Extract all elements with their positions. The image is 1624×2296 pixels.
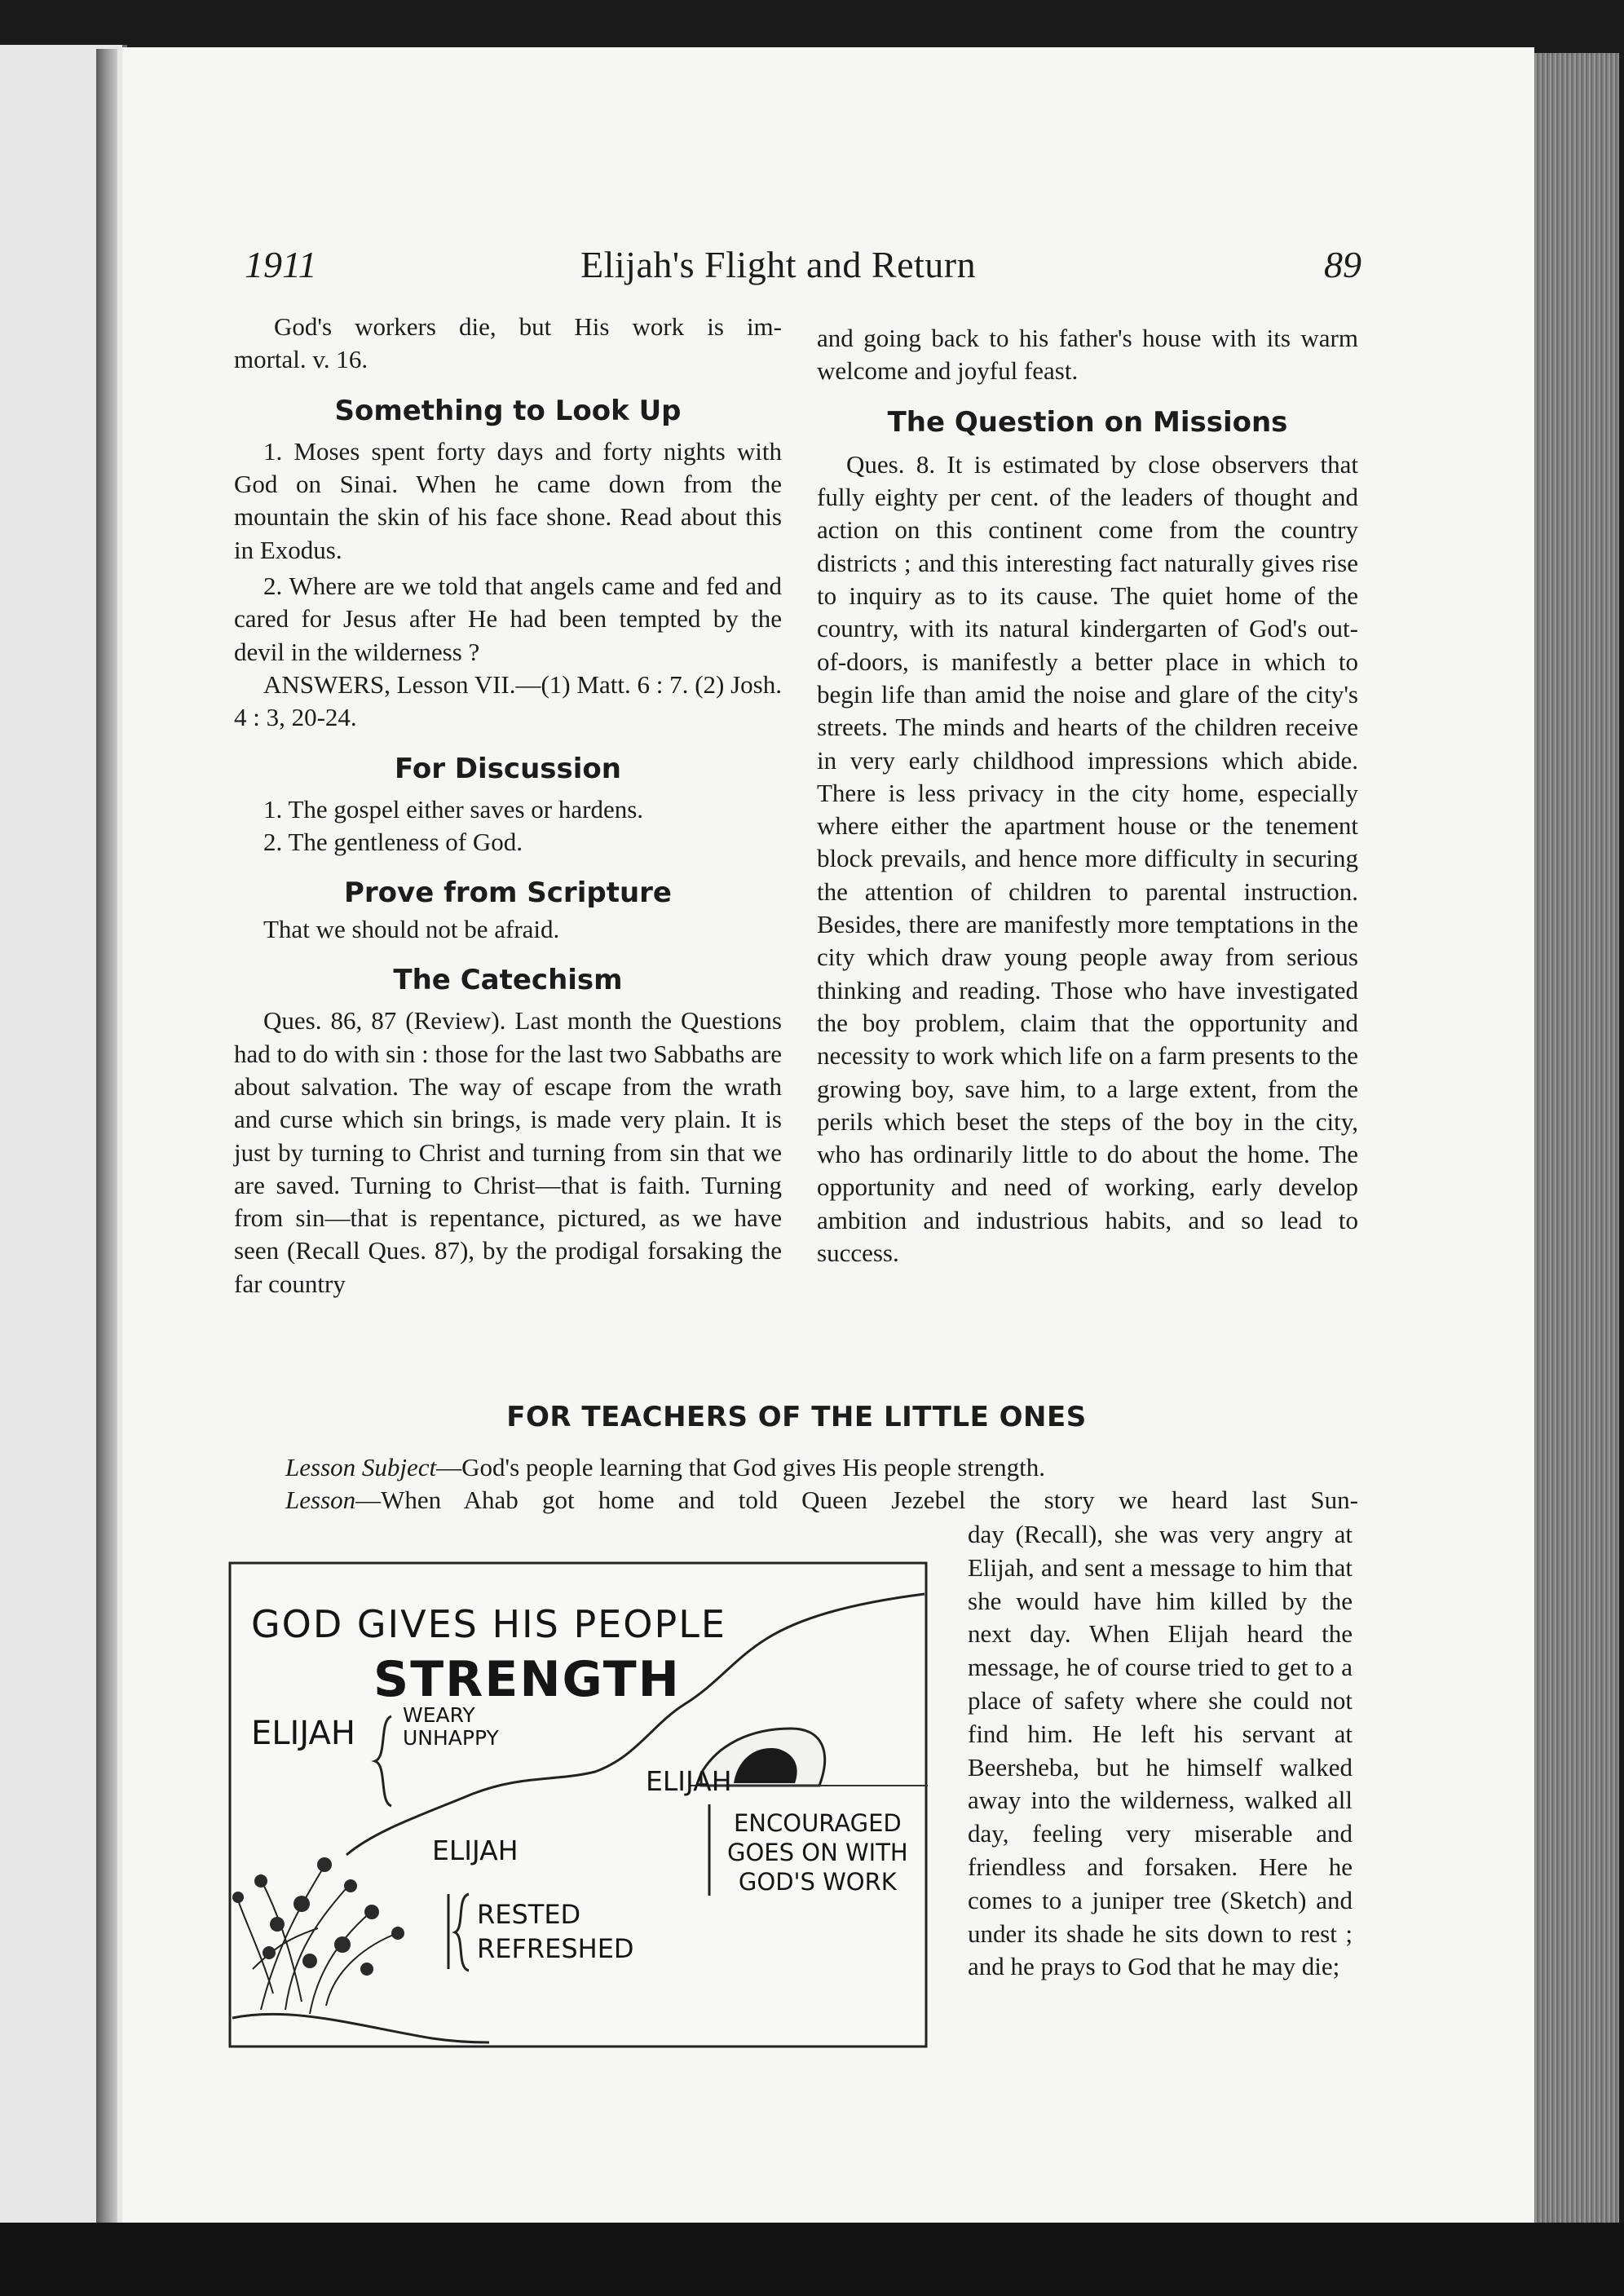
running-head-title: Elijah's Flight and Return [580,244,977,285]
lesson-subject-label: Lesson Subject [285,1453,437,1481]
lesson-subject-text: —God's people learning that God gives His people strength. [436,1453,1045,1481]
unhappy-text: UNHAPPY [403,1726,499,1750]
scan-background [0,2223,1624,2296]
intro-line: mortal. v. 16. [234,345,368,374]
missions-heading: The Question on Missions [887,405,1288,439]
answers-text: ANSWERS, Lesson VII.—(1) Matt. 6 : 7. (2) Josh. 4 : 3, 20-24. [234,669,782,732]
sketch-encouraged-label [727,1808,908,1896]
sketch-elijah-rested: ELIJAH [432,1835,519,1866]
left-column [234,311,782,1300]
sketch-elijah-weary: ELIJAH [251,1715,355,1752]
look-up-item: 1. Moses spent forty days and forty nights with God on Sinai. When he came down from the mountain the skin of his face shone. Read about this in Exodus. [234,436,782,564]
prove-heading: Prove from Scripture [344,876,672,910]
refreshed-text: REFRESHED [477,1933,634,1964]
page-number: 89 [1324,244,1361,285]
teachers-heading: FOR TEACHERS OF THE LITTLE ONES [506,1401,1087,1433]
catechism-text: Ques. 86, 87 (Review). Last month the Questions had to do with sin : those for the last two Sabbaths are about salvation. The way of escape from the wrath and curse which sin brings, is made very plain. It is just by turning to Christ and turning from sin that we are saved. Turning to Christ—that is faith. Turning from sin—that is repentance, pictured, as we have seen (Recall Ques. 87), by the prodigal forsaking the far country [234,1006,782,1298]
sketch-title: GOD GIVES HIS PEOPLE [251,1602,726,1646]
lesson-label: Lesson [285,1486,356,1514]
prove-text: That we should not be afraid. [263,914,560,943]
sketch-elijah-cave: ELIJAH [646,1765,732,1797]
ground-line [232,2014,489,2042]
missions-text: Ques. 8. It is estimated by close observers that fully eighty per cent. of the leaders of thought and action on this continent come from the country districts ; and this interesting fact naturally gives rise to inquiry as to its cause. The quiet home of the country, with its natural kindergarten of God's out-of-doors, is manifestly a better place in which to begin life than amid the noise and glare of the city's streets. The minds and hearts of the children receive in very early childhood impressions which abide. There is less privacy in the city home, especially where either the apartment house or the tenement block prevails, and hence more difficulty in securing the attention of children to parental instruction. Besides, there are manifestly more temptations in the city which draw young people away from serious thinking and reading. Those who have investigated the boy problem, claim that the opportunity and necessity to work which life on a farm presents to the growing boy, save him, to a large extent, from the perils which beset the steps of the boy in the city, who has ordinarily little to do about the home. The opportunity and need of working, early develop ambition and industrious habits, and so lead to success. [817,449,1358,1268]
rested-text: RESTED [477,1899,581,1930]
lesson-subject [285,1453,1045,1482]
book-spine [96,49,117,2226]
encouraged-text: ENCOURAGED [733,1809,902,1837]
sketch-weary-label [403,1704,499,1750]
look-up-heading: Something to Look Up [334,394,682,427]
continuation-text: and going back to his father's house with its warm welcome and joyful feast. [817,324,1358,386]
look-up-item: 2. Where are we told that angels came and fed and cared for Jesus after He had been tempted by the devil in the wilderness ? [234,572,782,666]
lesson-intro [285,1486,1358,1515]
lesson-continued-text: day (Recall), she was very angry at Elijah, and sent a message to him that she would have him killed by the next day. When Elijah heard the message, he of course tried to get to a place of safety where she could not find him. He left his servant at Beersheba, but he himself walked away into the wilderness, walked all day, feeling very miserable and friendless and forsaken. Here he comes to a juniper tree (Sketch) and under its shade he sits down to rest ; and he prays to God that he may die; [968,1520,1353,1981]
weary-brace [375,1716,391,1806]
right-column [817,322,1358,1269]
intro-line: God's workers die, but His work is im- [274,312,782,341]
discussion-item: 1. The gospel either saves or hardens. [263,794,644,823]
lesson-body [968,1518,1353,1984]
discussion-item: 2. The gentleness of God. [263,828,523,857]
sketch-strength: STRENGTH [373,1651,681,1708]
catechism-heading: The Catechism [393,964,623,997]
weary-text: WEARY [403,1703,475,1727]
gods-work-text: GOD'S WORK [738,1868,897,1896]
goes-on-text: GOES ON WITH [727,1839,908,1866]
sketch-rested-label [477,1897,634,1966]
discussion-heading: For Discussion [395,752,621,785]
running-head-year: 1911 [245,244,317,285]
page-stack-edge [1529,53,1619,2230]
rested-brace [455,1894,469,1971]
lesson-sketch [228,1561,928,2048]
lesson-first-line: —When Ahab got home and told Queen Jezebel the story we heard last Sun- [355,1486,1358,1514]
